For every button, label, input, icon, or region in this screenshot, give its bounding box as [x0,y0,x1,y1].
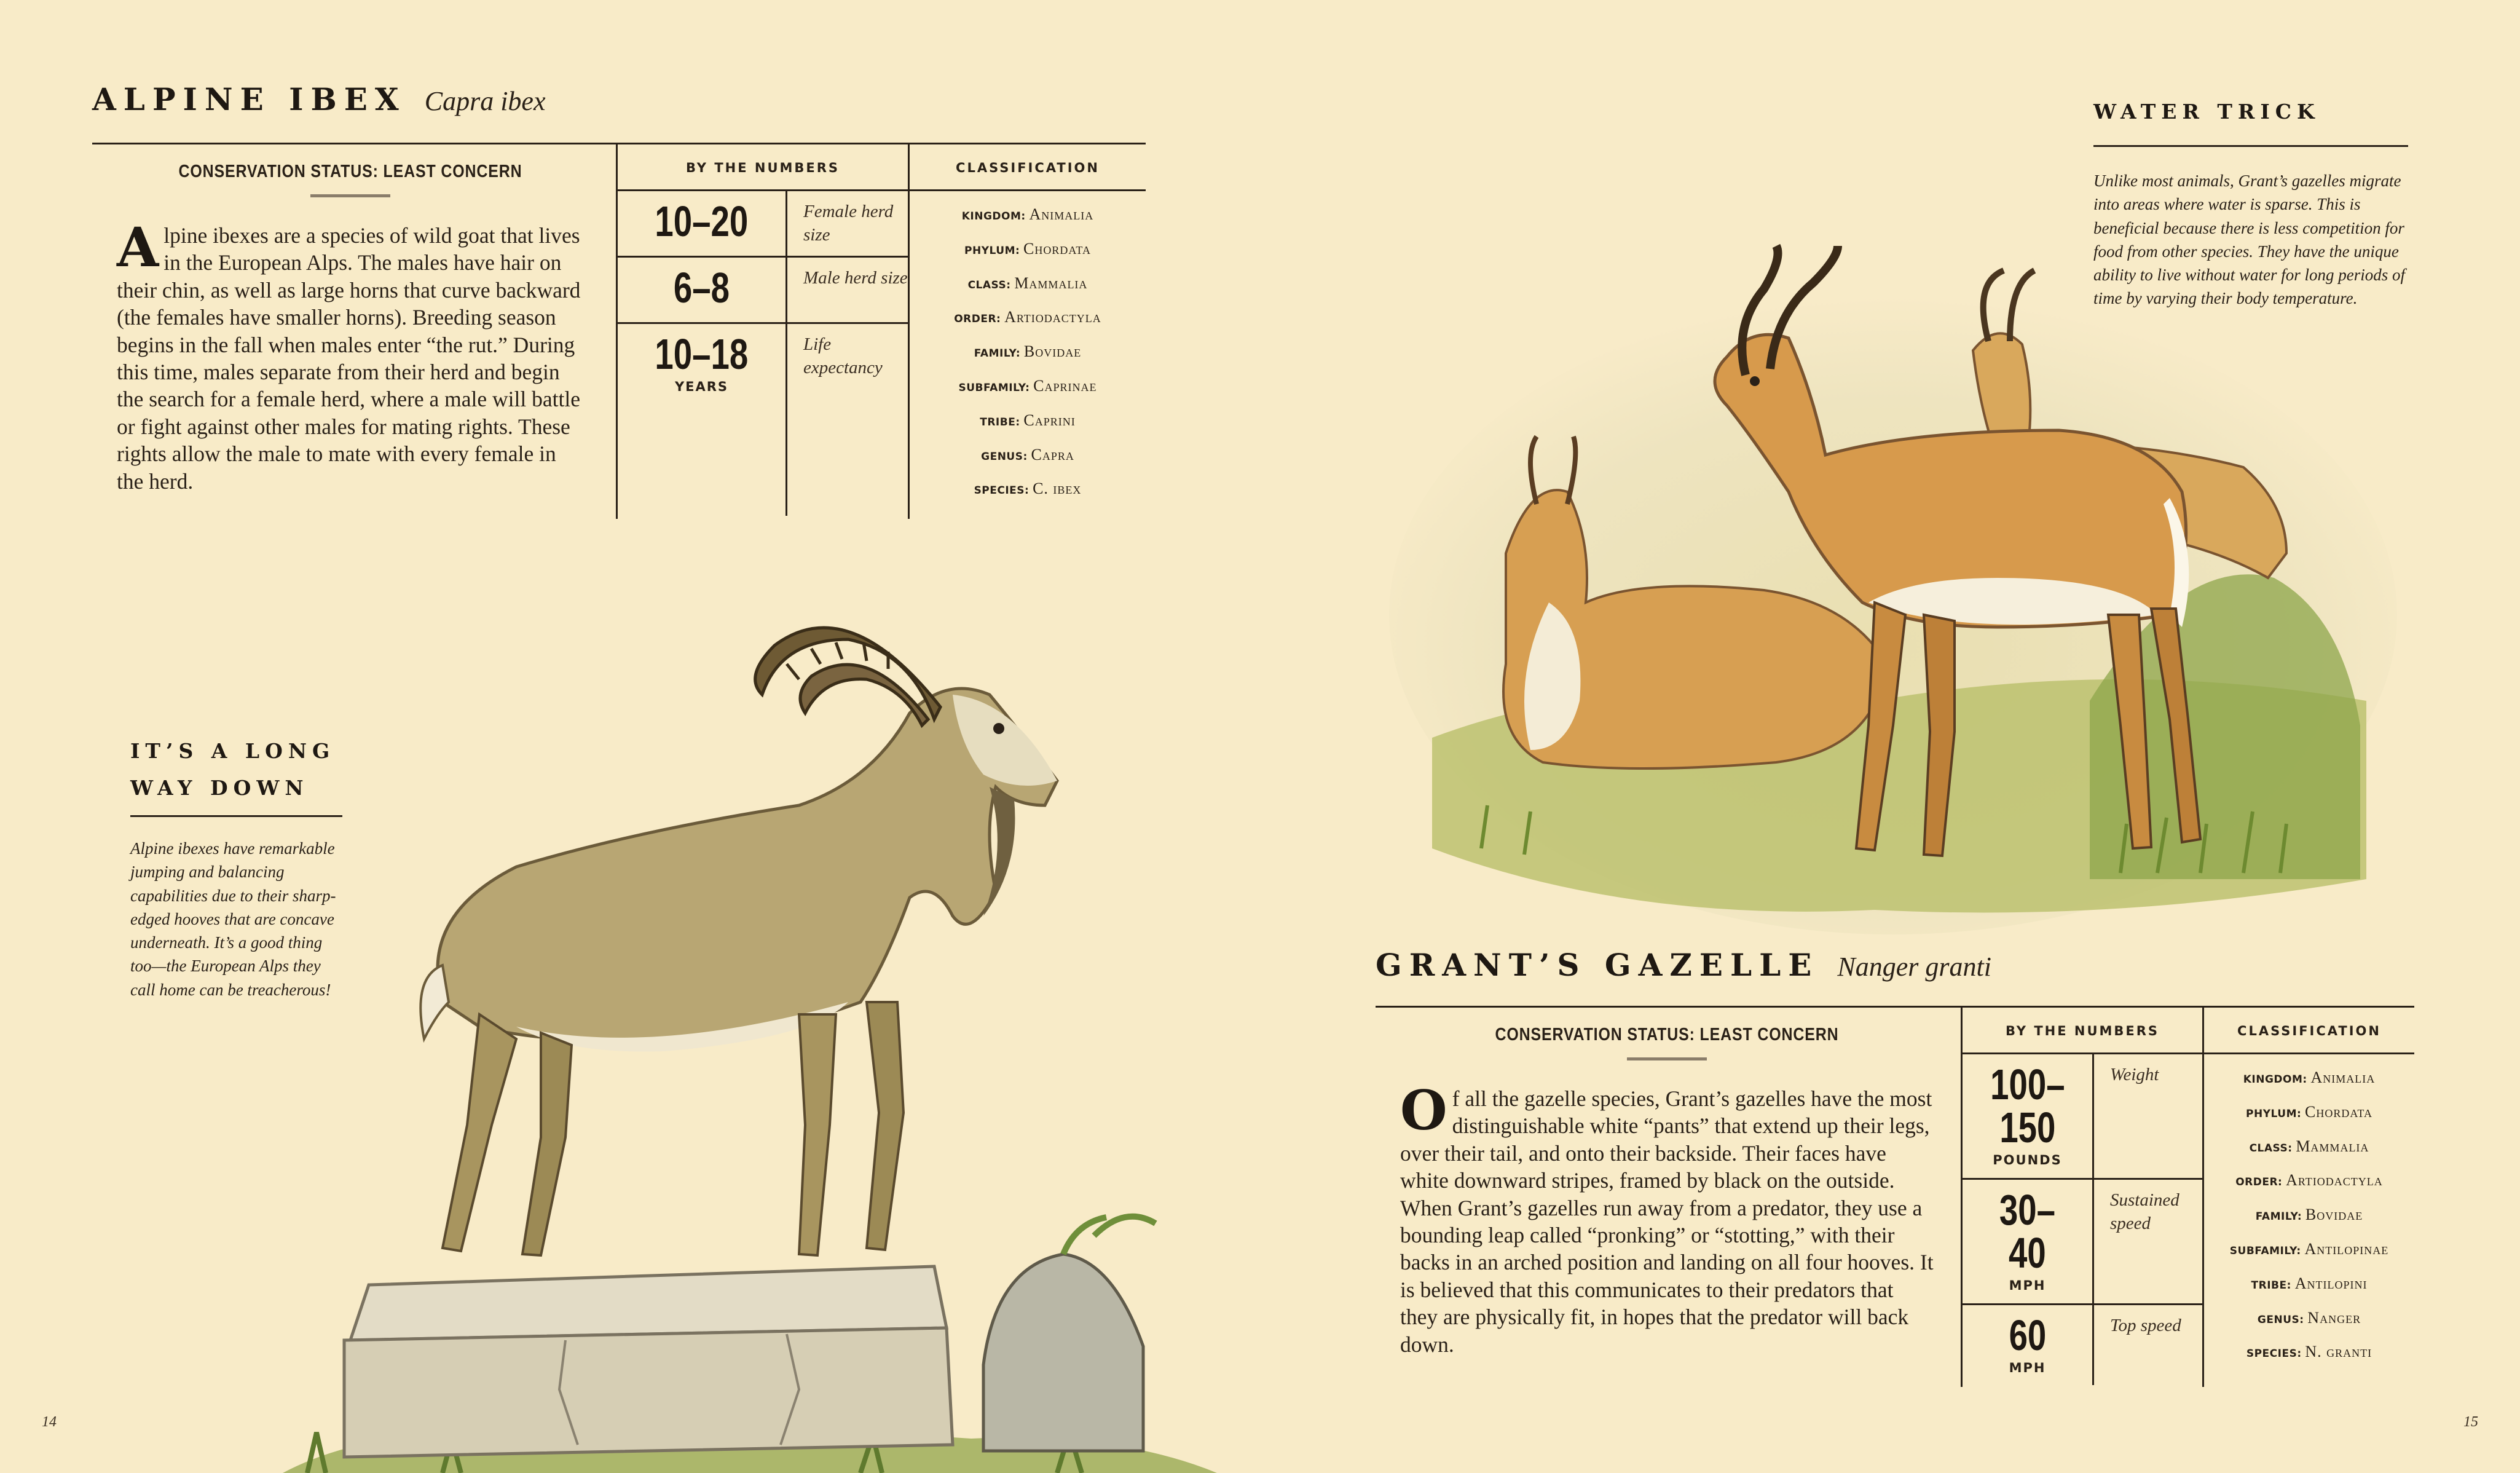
classification-item: KINGDOM: Animalia [2243,1068,2376,1086]
gazelle-sidebar-text: Unlike most animals, Grant’s gazelles migrate into areas where water is sparse. This is beneficial because there is less competition for food from other species. They have the unique ability to live without water for long periods of time by varying their body temperature. [2093,172,2405,308]
gazelle-number-label: Sustained speed [2110,1190,2179,1233]
gazelle-title [1376,947,1991,983]
classification-item: SUBFAMILY: Caprinae [958,376,1097,395]
gazelle-sidebar-rule [2093,145,2408,147]
ibex-classification-header: CLASSIFICATION [910,144,1146,191]
ibex-classification-list [910,191,1146,507]
gazelle-classification-list [2204,1054,2414,1370]
gazelle-drop-cap: O [1400,1078,1447,1142]
ibex-sidebar-text: Alpine ibexes have remarkable jumping and balancing capabilities due to their sharp-edged hooves that are concave underneath. It’s a good thing too—the European Alps they call home can be treacherous! [130,839,336,999]
gazelle-conservation-status: CONSERVATION STATUS: LEAST CONCERN [1495,1025,1839,1045]
gazelle-number-unit: MPH [2009,1360,2046,1375]
ibex-number-label: Life expectancy [803,334,883,377]
gazelle-number-value: 60 [2009,1311,2046,1359]
gazelle-number-unit: POUNDS [1993,1153,2062,1167]
gazelle-number-row [1963,1054,2202,1180]
gazelle-number-row [1963,1180,2202,1305]
ibex-scientific-name: Capra ibex [424,86,546,116]
classification-item: SPECIES: C. ibex [974,480,1082,498]
left-page-number: 14 [42,1414,57,1430]
ibex-number-value: 10–18 [655,330,749,378]
ibex-number-unit: YEARS [674,379,729,394]
classification-item: ORDER: Artiodactyla [2235,1171,2383,1190]
ibex-status-divider [310,194,390,197]
classification-item: GENUS: Capra [981,445,1074,464]
right-page-number: 15 [2463,1414,2478,1430]
classification-item: TRIBE: Antilopini [2251,1274,2368,1292]
ibex-title [92,81,545,117]
ibex-body-text: lpine ibexes are a species of wild goat that lives in the European Alps. The males have hair on their chin, as well as large horns that curve backward (the females have smaller horns). Breeding season begins in the fall when males enter “the rut.” During this time, males separate from their herd and begin the search for a female herd, where a male will battle or fight against other males for mating rights. These rights allow the male to mate with every female in the herd. [117,223,581,494]
gazelle-info-table [1376,1006,2414,1387]
gazelle-number-value: 30– 40 [1999,1186,2056,1277]
gazelle-description [1400,1078,1934,1358]
gazelle-classification-column [2204,1008,2414,1387]
gazelle-number-row [1963,1305,2202,1385]
ibex-number-row [618,258,908,324]
ibex-numbers-column [616,144,910,519]
gazelle-numbers-column [1961,1008,2204,1387]
gazelle-common-name: GRANT’S GAZELLE [1376,947,1819,983]
classification-item: SPECIES: N. granti [2246,1343,2372,1361]
gazelle-number-label: Weight [2110,1065,2159,1084]
ibex-sidebar-heading-line1: IT’S A LONG [130,739,336,763]
ibex-number-row [618,324,908,516]
classification-item: ORDER: Artiodactyla [954,308,1101,326]
ibex-info-table [92,143,1146,519]
ibex-number-value: 6–8 [673,264,730,312]
gazelle-body-text: f all the gazelle species, Grant’s gazelles have the most distinguishable white “pants” that extend up their legs, over their tail, and onto their backside. Their faces have white downward stripes, framed by black on the outside. When Grant’s gazelles run away from a predator, they use a bounding leap called “pronking” or “stotting,” with their backs in an arched position and landing on all four hooves. It is believed that this communicates to their predators that they are physically fit, in hopes that the predator will back down. [1400,1086,1934,1357]
classification-item: TRIBE: Caprini [980,411,1076,429]
ibex-number-row [618,191,908,258]
gazelle-number-value: 100– 150 [1990,1060,2065,1151]
classification-item: FAMILY: Bovidae [974,342,1082,361]
classification-item: FAMILY: Bovidae [2255,1206,2363,1224]
ibex-numbers-header: BY THE NUMBERS [618,144,908,191]
classification-item: PHYLUM: Chordata [964,239,1091,258]
ibex-classification-column [910,144,1146,519]
gazelle-numbers-header: BY THE NUMBERS [1963,1008,2202,1054]
gazelle-number-label: Top speed [2110,1316,2181,1335]
ibex-number-label: Female herd size [803,202,894,245]
gazelle-scientific-name: Nanger granti [1837,952,1991,982]
ibex-conservation-status: CONSERVATION STATUS: LEAST CONCERN [178,162,522,181]
ibex-description-column [92,144,616,519]
gazelle-description-column [1376,1008,1961,1387]
classification-item: SUBFAMILY: Antilopinae [2229,1239,2389,1258]
gazelle-illustration [1383,234,2403,941]
gazelle-classification-header: CLASSIFICATION [2204,1008,2414,1054]
ibex-description [117,215,584,495]
gazelle-status-divider [1627,1057,1707,1060]
ibex-common-name: ALPINE IBEX [92,81,406,117]
ibex-number-label: Male herd size [803,268,908,288]
classification-item: GENUS: Nanger [2257,1308,2361,1327]
ibex-number-value: 10–20 [655,197,749,245]
gazelle-number-unit: MPH [2009,1278,2046,1293]
classification-item: PHYLUM: Chordata [2246,1102,2372,1121]
ibex-drop-cap: A [117,215,159,279]
classification-item: CLASS: Mammalia [967,274,1088,292]
gazelle-sidebar-heading: WATER TRICK [2093,100,2320,124]
ibex-sidebar-heading-line2: WAY DOWN [130,776,309,800]
ibex-illustration [258,572,1217,1473]
classification-item: KINGDOM: Animalia [961,205,1094,223]
classification-item: CLASS: Mammalia [2249,1137,2369,1155]
